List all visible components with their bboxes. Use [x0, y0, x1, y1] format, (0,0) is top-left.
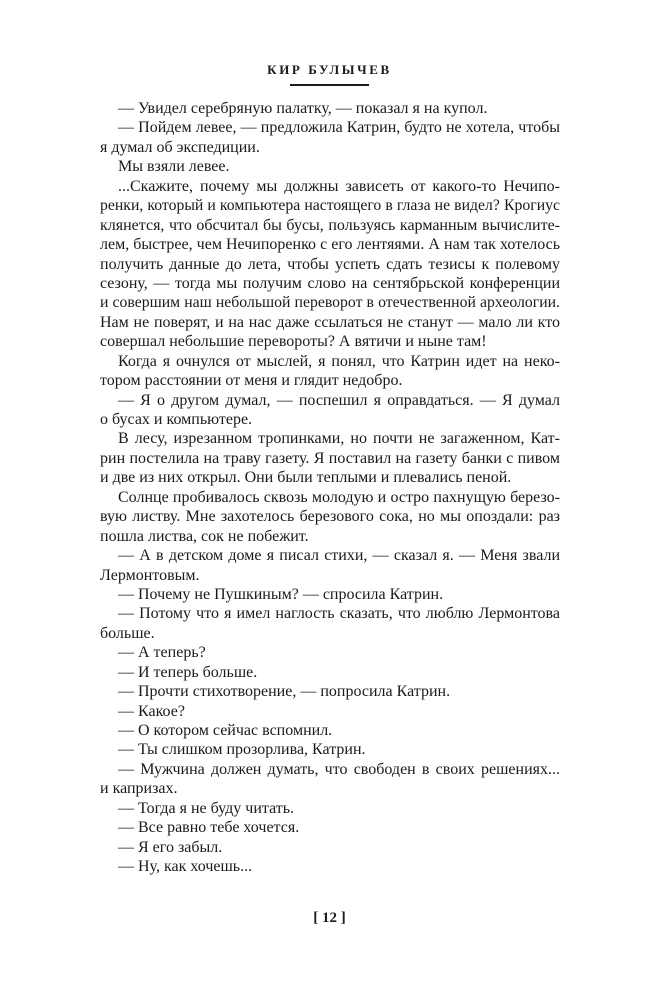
text-line: вую листву. Мне захотелось березового сока, но мы опоздали: раз — [100, 508, 560, 526]
text-line: Солнце пробивалось сквозь молодую и остро пахнущую березо- — [118, 488, 560, 506]
text-line: Лермонтовым. — [100, 566, 200, 584]
text-line: сезону, — тогда мы получим слово на сентябрьской конференции — [100, 274, 560, 292]
text-line: — Потому что я имел наглость сказать, что люблю Лермонтова — [118, 605, 560, 623]
text-line: — Увидел серебряную палатку, — показал я на купол. — [118, 100, 488, 117]
text-line: В лесу, изрезанном тропинками, но почти не загаженном, Кат- — [118, 430, 560, 448]
text-line: — О котором сейчас вспомнил. — [118, 722, 333, 739]
text-line: совершал небольшие перевороты? А вятичи и ныне там! — [100, 333, 487, 351]
text-line: Мы взяли левее. — [118, 158, 230, 176]
text-line: о бусах и компьютере. — [100, 411, 253, 428]
text-line: — Какое? — [118, 702, 185, 720]
text-line: — Все равно тебе хочется. — [118, 819, 300, 837]
text-line: ...Скажите, почему мы должны зависеть от какого-то Нечипо- — [118, 177, 560, 195]
text-line: — А в детском доме я писал стихи, — сказал я. — Меня звали — [118, 547, 560, 565]
text-line: Нам не поверят, и на нас даже ссылаться не станут — мало ли кто — [100, 313, 560, 331]
text-line: больше. — [100, 624, 155, 642]
text-line: — Я его забыл. — [118, 838, 223, 856]
running-head: КИР БУЛЫЧЕВ — [267, 62, 392, 77]
text-line: получить данные до лета, чтобы успеть сдать тезисы к полевому — [100, 255, 560, 273]
text-line: — Ну, как хочешь... — [118, 858, 253, 876]
text-line: Когда я очнулся от мыслей, я понял, что Катрин идет на неко- — [118, 352, 560, 370]
text-line: клянется, что обсчитал бы бусы, пользуясь карманным вычислите- — [100, 216, 560, 234]
text-line: — Почему не Пушкиным? — спросила Катрин. — [118, 585, 444, 603]
text-line: и две из них открыл. Они были теплыми и плевались пеной. — [100, 469, 512, 487]
text-line: — Ты слишком прозорлива, Катрин. — [118, 741, 366, 759]
text-line: и капризах. — [100, 780, 178, 798]
text-line: — Пойдем левее, — предложила Катрин, будто не хотела, чтобы — [118, 119, 560, 137]
text-line: — Прочти стихотворение, — попросила Катрин. — [118, 683, 451, 701]
text-line: лем, быстрее, чем Нечипоренко с его лентяями. А нам так хотелось — [100, 236, 560, 254]
text-line: — И теперь больше. — [118, 663, 258, 681]
text-line: — Мужчина должен думать, что свободен в своих решениях... — [118, 760, 560, 778]
text-line: и совершим наш небольшой переворот в отечественной археологии. — [100, 294, 560, 312]
text-line: — Тогда я не буду читать. — [118, 799, 295, 817]
text-line: пошла листва, сок не побежит. — [100, 527, 309, 545]
text-line: ренки, который и компьютера настоящего в глаза не видел? Крогиус — [100, 197, 560, 215]
text-line: тором расстоянии от меня и глядит недобро. — [100, 372, 403, 390]
text-line: я думал об экспедиции. — [100, 138, 260, 156]
header-rule — [290, 84, 369, 86]
text-line: — Я о другом думал, — поспешил я оправдаться. — Я думал — [118, 391, 560, 409]
body-text — [100, 99, 560, 877]
page-number: [ 12 ] — [313, 910, 346, 926]
text-line: — А теперь? — [118, 644, 206, 662]
text-line: рин постелила на траву газету. Я поставил на газету банки с пивом — [100, 449, 560, 467]
